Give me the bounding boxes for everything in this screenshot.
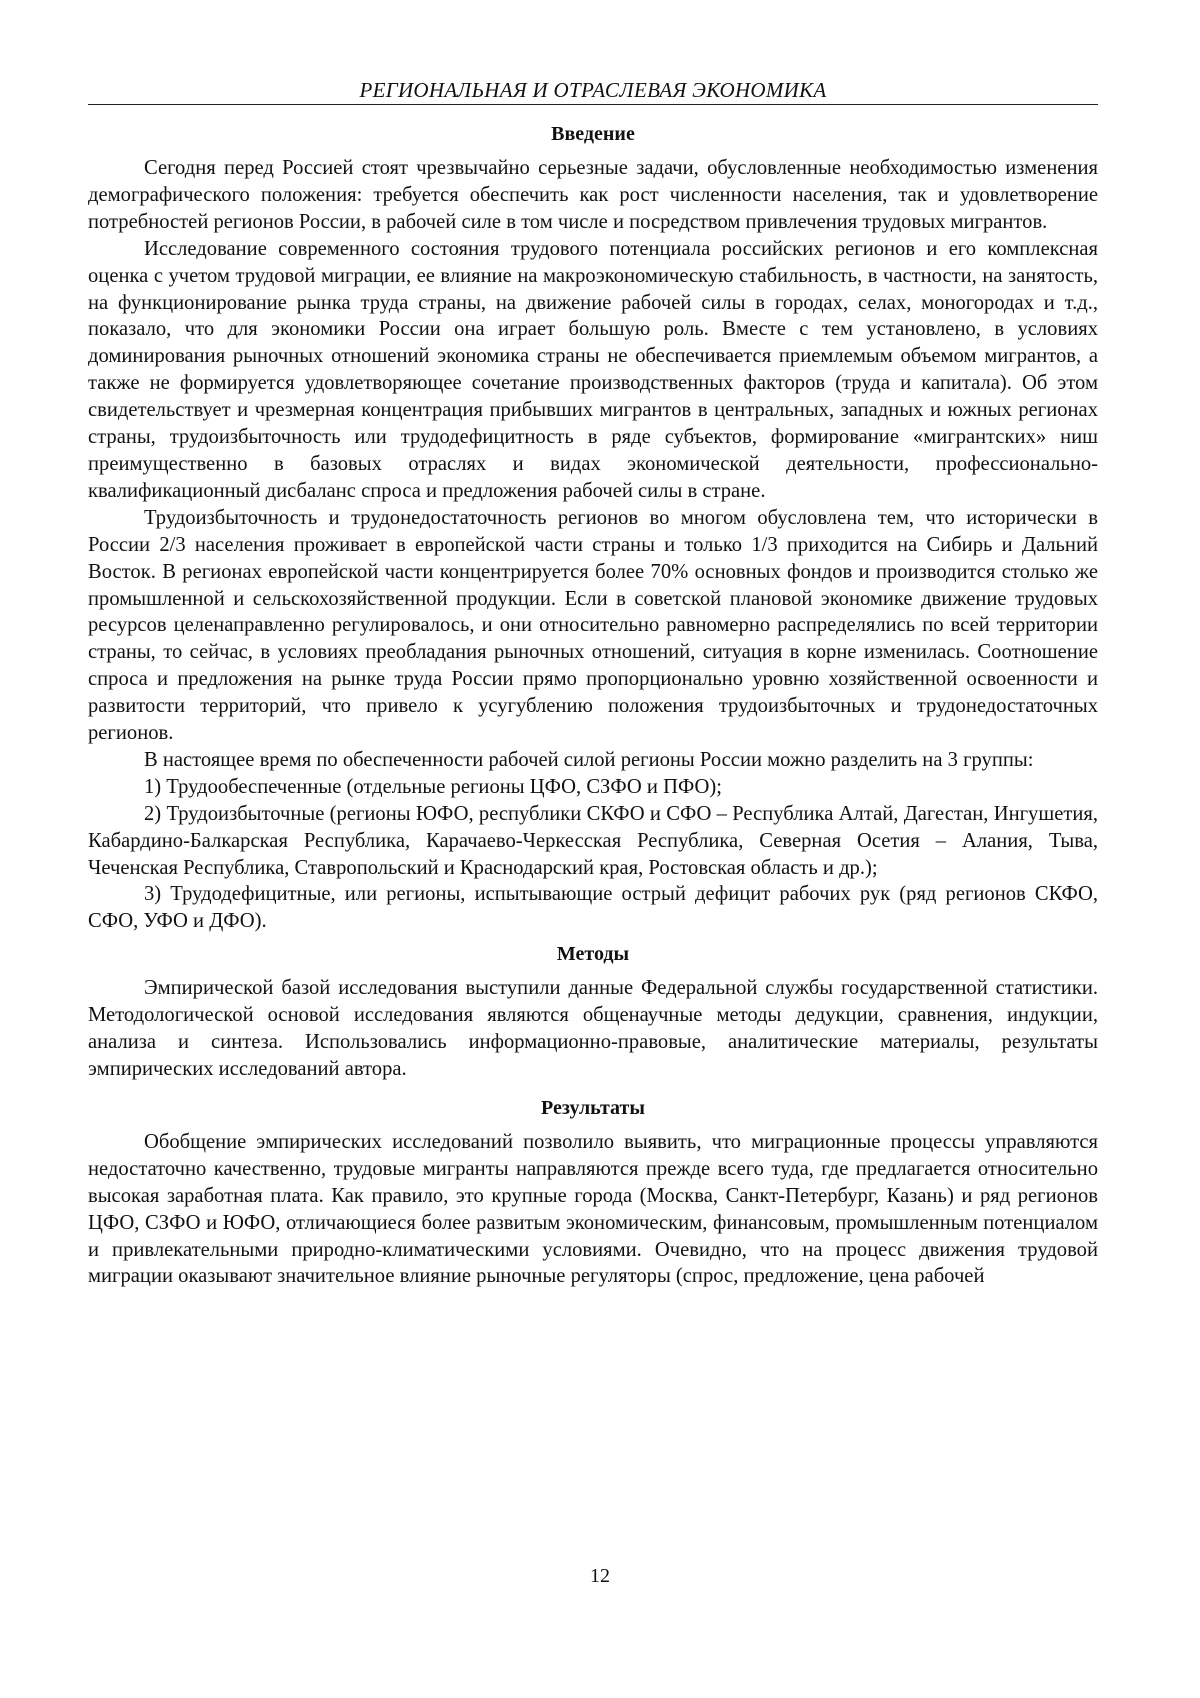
intro-paragraph-1: Сегодня перед Россией стоят чрезвычайно серьезные задачи, обусловленные необходимостью изменения демографического положения: требуется обеспечить как рост численности населения, так и удовлетворение потребностей регионов России, в рабочей силе в том числе и посредством привлечения трудовых мигрантов. xyxy=(88,155,1098,236)
intro-paragraph-3: Трудоизбыточность и трудонедостаточность регионов во многом обусловлена тем, что исторически в России 2/3 населения проживает в европейской части страны и только 1/3 приходится на Сибирь и Дальний Восток. В регионах европейской части концентрируется более 70% основных фондов и производится столько же промышленной и сельскохозяйственной продукции. Если в советской плановой экономике движение трудовых ресурсов целенаправленно регулировалось, и они относительно равномерно распределялись по всей территории страны, то сейчас, в условиях преобладания рыночных отношений, ситуация в корне изменилась. Соотношение спроса и предложения на рынке труда России прямо пропорционально уровню хозяйственной освоенности и развитости территорий, что привело к усугублению положения трудоизбыточных и трудонедостаточных регионов. xyxy=(88,505,1098,747)
running-title: РЕГИОНАЛЬНАЯ И ОТРАСЛЕВАЯ ЭКОНОМИКА xyxy=(88,78,1098,105)
intro-paragraph-2: Исследование современного состояния трудового потенциала российских регионов и его комплексная оценка с учетом трудовой миграции, ее влияние на макроэкономическую стабильность, в частности, на занятость, на функционирование рынка труда страны, на движение рабочей силы в городах, селах, моногородах и т.д., показало, что для экономики России она играет большую роль. Вместе с тем установлено, в условиях доминирования рыночных отношений экономика страны не обеспечивается приемлемым объемом мигрантов, а также не формируется удовлетворяющее сочетание производственных факторов (труда и капитала). Об этом свидетельствует и чрезмерная концентрация прибывших мигрантов в центральных, западных и южных регионах страны, трудоизбыточность или трудодефицитность в ряде субъектов, формирование «мигрантских» ниш преимущественно в базовых отраслях и видах экономической деятельности, профессионально-квалификационный дисбаланс спроса и предложения рабочей силы в стране. xyxy=(88,236,1098,505)
results-paragraph-1: Обобщение эмпирических исследований позволило выявить, что миграционные процессы управляются недостаточно качественно, трудовые мигранты направляются прежде всего туда, где предлагается относительно высокая заработная плата. Как правило, это крупные города (Москва, Санкт-Петербург, Казань) и ряд регионов ЦФО, СЗФО и ЮФО, отличающиеся более развитым экономическим, финансовым, промышленным потенциалом и привлекательными природно-климатическими условиями. Очевидно, что на процесс движения трудовой миграции оказывают значительное влияние рыночные регуляторы (спрос, предложение, цена рабочей xyxy=(88,1129,1098,1290)
page-number: 12 xyxy=(0,1565,1200,1588)
journal-page xyxy=(88,78,1098,1290)
intro-paragraph-4: В настоящее время по обеспеченности рабочей силой регионы России можно разделить на 3 группы: xyxy=(88,747,1098,774)
intro-list-item-2: 2) Трудоизбыточные (регионы ЮФО, республики СКФО и СФО – Республика Алтай, Дагестан, Ингушетия, Кабардино-Балкарская Республика, Карачаево-Черкесская Республика, Северная Осетия – Алания, Тыва, Чеченская Республика, Ставропольский и Краснодарский края, Ростовская область и др.); xyxy=(88,801,1098,882)
section-title-intro: Введение xyxy=(88,121,1098,147)
section-title-methods: Методы xyxy=(88,941,1098,967)
section-title-results: Результаты xyxy=(88,1095,1098,1121)
intro-list-item-1: 1) Трудообеспеченные (отдельные регионы ЦФО, СЗФО и ПФО); xyxy=(88,774,1098,801)
methods-paragraph-1: Эмпирической базой исследования выступили данные Федеральной службы государственной статистики. Методологической основой исследования являются общенаучные методы дедукции, сравнения, индукции, анализа и синтеза. Использовались информационно-правовые, аналитические материалы, результаты эмпирических исследований автора. xyxy=(88,975,1098,1083)
intro-list-item-3: 3) Трудодефицитные, или регионы, испытывающие острый дефицит рабочих рук (ряд регионов СКФО, СФО, УФО и ДФО). xyxy=(88,881,1098,935)
